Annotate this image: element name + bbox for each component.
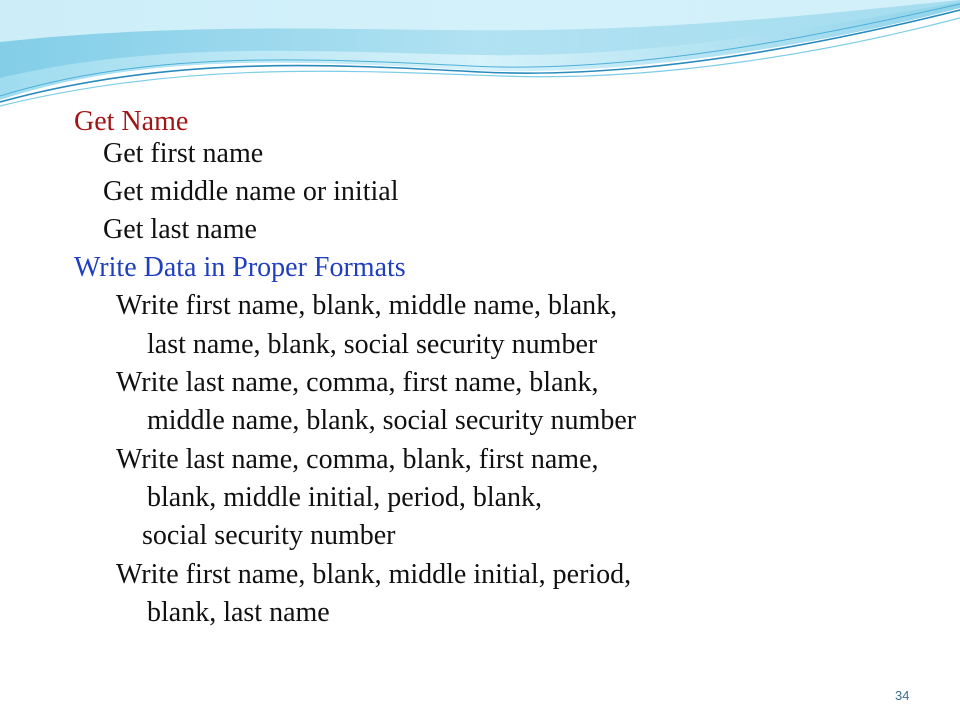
format-1-line-2: last name, blank, social security number xyxy=(147,329,598,360)
format-2-line-1: Write last name, comma, first name, blank, xyxy=(116,367,599,398)
format-2-line-2: middle name, blank, social security number xyxy=(147,405,637,436)
format-3-line-2: blank, middle initial, period, blank, xyxy=(147,482,543,513)
slide-page-number: 34 xyxy=(895,688,910,703)
heading-write-data: Write Data in Proper Formats xyxy=(74,252,406,283)
step-get-first-name: Get first name xyxy=(103,138,264,169)
step-get-middle-name: Get middle name or initial xyxy=(103,176,399,207)
format-3-line-1: Write last name, comma, blank, first name, xyxy=(116,444,599,475)
heading-get-name: Get Name xyxy=(74,106,189,137)
format-1-line-1: Write first name, blank, middle name, blank, xyxy=(116,290,618,321)
format-4-line-2: blank, last name xyxy=(147,597,330,628)
format-4-line-1: Write first name, blank, middle initial, period, xyxy=(116,559,632,590)
format-3-line-3: social security number xyxy=(142,520,396,551)
step-get-last-name: Get last name xyxy=(103,214,257,245)
